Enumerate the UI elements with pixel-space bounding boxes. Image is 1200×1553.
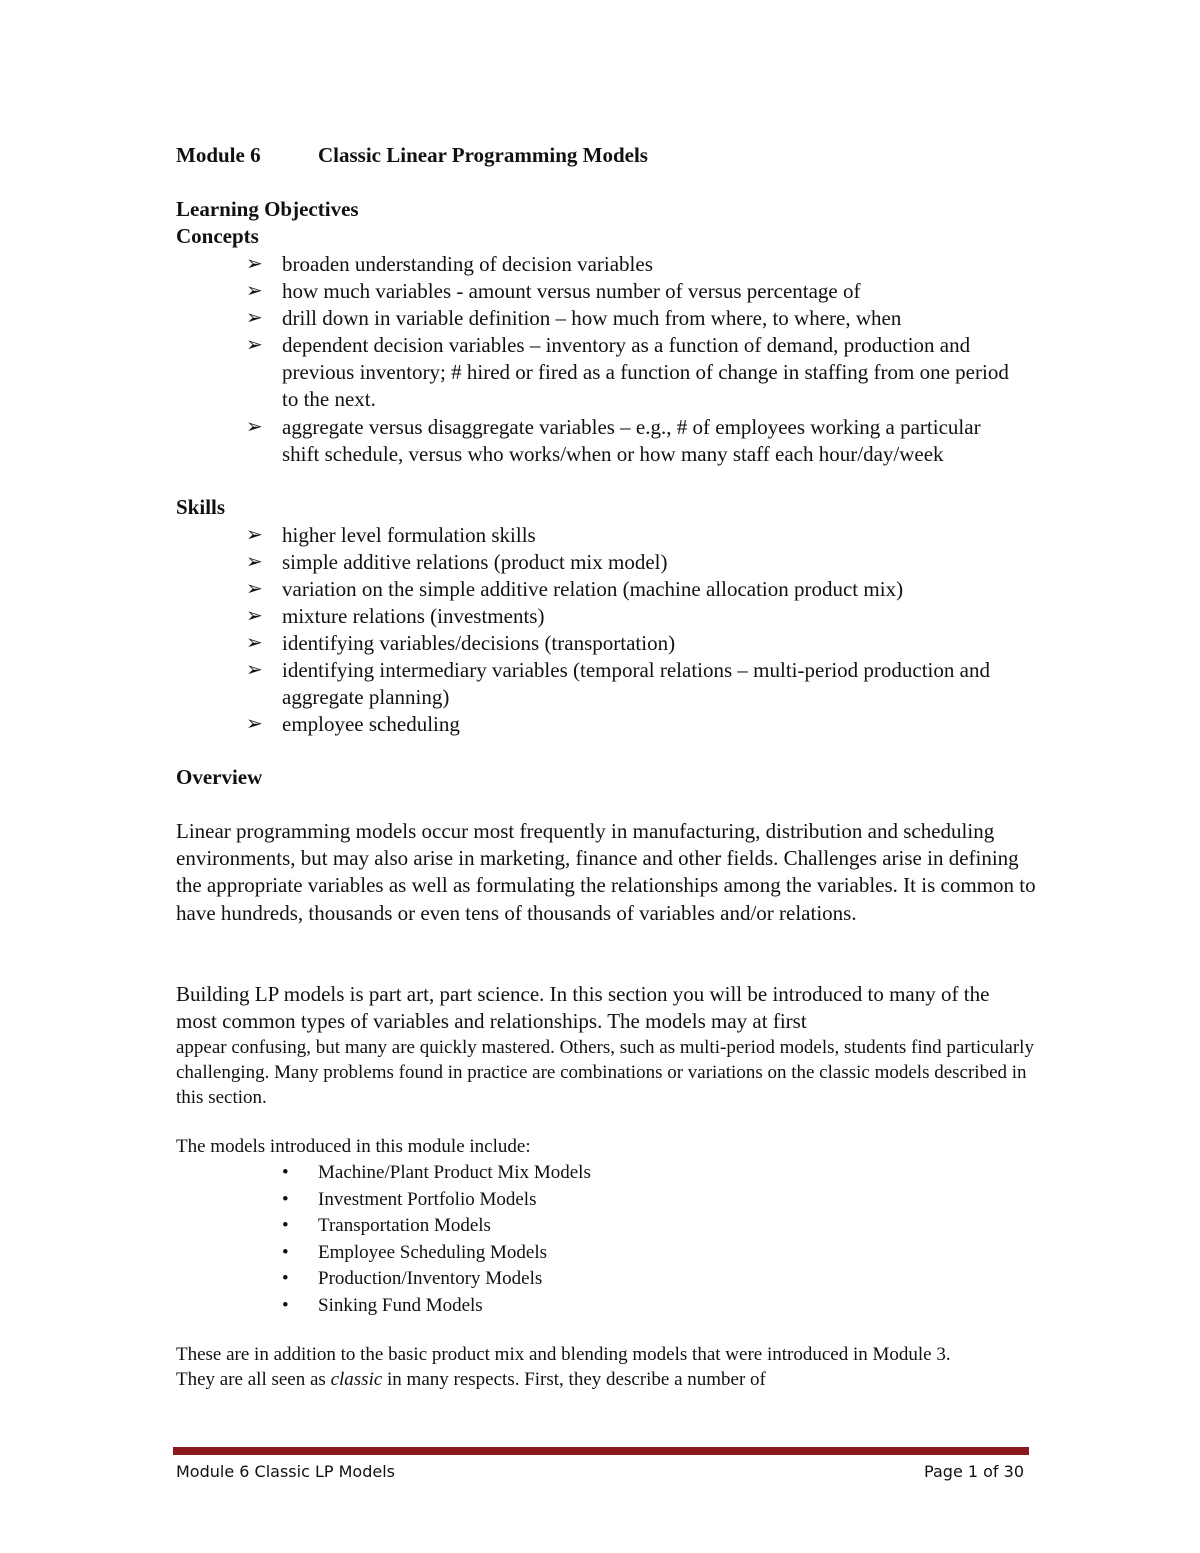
bullet-icon: • [282, 1215, 289, 1236]
arrow-bullet-icon: ➢ [246, 253, 263, 275]
model-list-item: • Sinking Fund Models [282, 1295, 483, 1316]
skills-heading: Skills [176, 495, 226, 519]
bullet-icon: • [282, 1295, 289, 1316]
arrow-bullet-icon: ➢ [246, 551, 263, 573]
models-intro: The models introduced in this module include: [176, 1136, 531, 1157]
bullet-icon: • [282, 1162, 289, 1183]
arrow-bullet-icon: ➢ [246, 334, 263, 356]
concept-item: ➢ aggregate versus disaggregate variables – e.g., # of employees working a particular shift schedule, versus who works/when or how many staff each hour/day/week [246, 415, 981, 466]
overview-heading: Overview [176, 765, 263, 789]
classic-emphasis: classic [330, 1369, 383, 1390]
concept-item: ➢ broaden understanding of decision variables [246, 252, 653, 276]
arrow-bullet-icon: ➢ [246, 605, 263, 627]
arrow-bullet-icon: ➢ [246, 280, 263, 302]
model-list-item: • Machine/Plant Product Mix Models [282, 1162, 591, 1183]
model-list-item: • Transportation Models [282, 1215, 491, 1236]
bullet-icon: • [282, 1268, 289, 1289]
skill-item: ➢ identifying intermediary variables (temporal relations – multi-period production and aggregate planning) [246, 658, 990, 709]
skill-item: ➢ variation on the simple additive relation (machine allocation product mix) [246, 577, 904, 601]
arrow-bullet-icon: ➢ [246, 713, 263, 735]
bullet-icon: • [282, 1189, 289, 1210]
overview-paragraph-2b: appear confusing, but many are quickly mastered. Others, such as multi-period models, students find particularly challenging. Many problems found in practice are combinations or variations on the classic models described in this section. [176, 1037, 1034, 1108]
concept-item: ➢ drill down in variable definition – how much from where, to where, when [246, 306, 902, 330]
bullet-icon: • [282, 1242, 289, 1263]
footer-rule [173, 1447, 1029, 1455]
module-number: Module 6 [176, 143, 261, 167]
skill-item: ➢ identifying variables/decisions (transportation) [246, 631, 676, 655]
skill-item: ➢ simple additive relations (product mix model) [246, 550, 668, 574]
arrow-bullet-icon: ➢ [246, 524, 263, 546]
overview-paragraph-2a: Building LP models is part art, part science. In this section you will be introduced to many of the most common types of variables and relationships. The models may at first [176, 982, 990, 1034]
overview-paragraph-3: These are in addition to the basic product mix and blending models that were introduced in Module 3. They are all seen as classic in many respects. First, they describe a number of [176, 1344, 951, 1390]
overview-paragraph-1: Linear programming models occur most frequently in manufacturing, distribution and scheduling environments, but may also arise in marketing, finance and other fields. Challenges arise in defining the appropriate variables as well as formulating the relationships among the variables. It is common to have hundreds, thousands or even tens of thousands of variables and/or relations. [176, 819, 1036, 925]
concept-item: ➢ how much variables - amount versus number of versus percentage of [246, 279, 861, 303]
concepts-heading: Concepts [176, 224, 259, 248]
concept-item: ➢ dependent decision variables – inventory as a function of demand, production and previous inventory; # hired or fired as a function of change in staffing from one period to the next. [246, 333, 1009, 411]
arrow-bullet-icon: ➢ [246, 632, 263, 654]
model-list-item: • Investment Portfolio Models [282, 1189, 537, 1210]
skill-item: ➢ employee scheduling [246, 712, 460, 736]
footer-page-number: Page 1 of 30 [924, 1462, 1024, 1481]
arrow-bullet-icon: ➢ [246, 578, 263, 600]
learning-objectives-heading: Learning Objectives [176, 197, 359, 221]
skill-item: ➢ mixture relations (investments) [246, 604, 545, 628]
module-name: Classic Linear Programming Models [318, 143, 648, 167]
arrow-bullet-icon: ➢ [246, 416, 263, 438]
footer-title: Module 6 Classic LP Models [176, 1462, 395, 1481]
skill-item: ➢ higher level formulation skills [246, 523, 536, 547]
arrow-bullet-icon: ➢ [246, 307, 263, 329]
arrow-bullet-icon: ➢ [246, 659, 263, 681]
model-list-item: • Employee Scheduling Models [282, 1242, 548, 1263]
model-list-item: • Production/Inventory Models [282, 1268, 543, 1289]
page-title [176, 143, 648, 168]
